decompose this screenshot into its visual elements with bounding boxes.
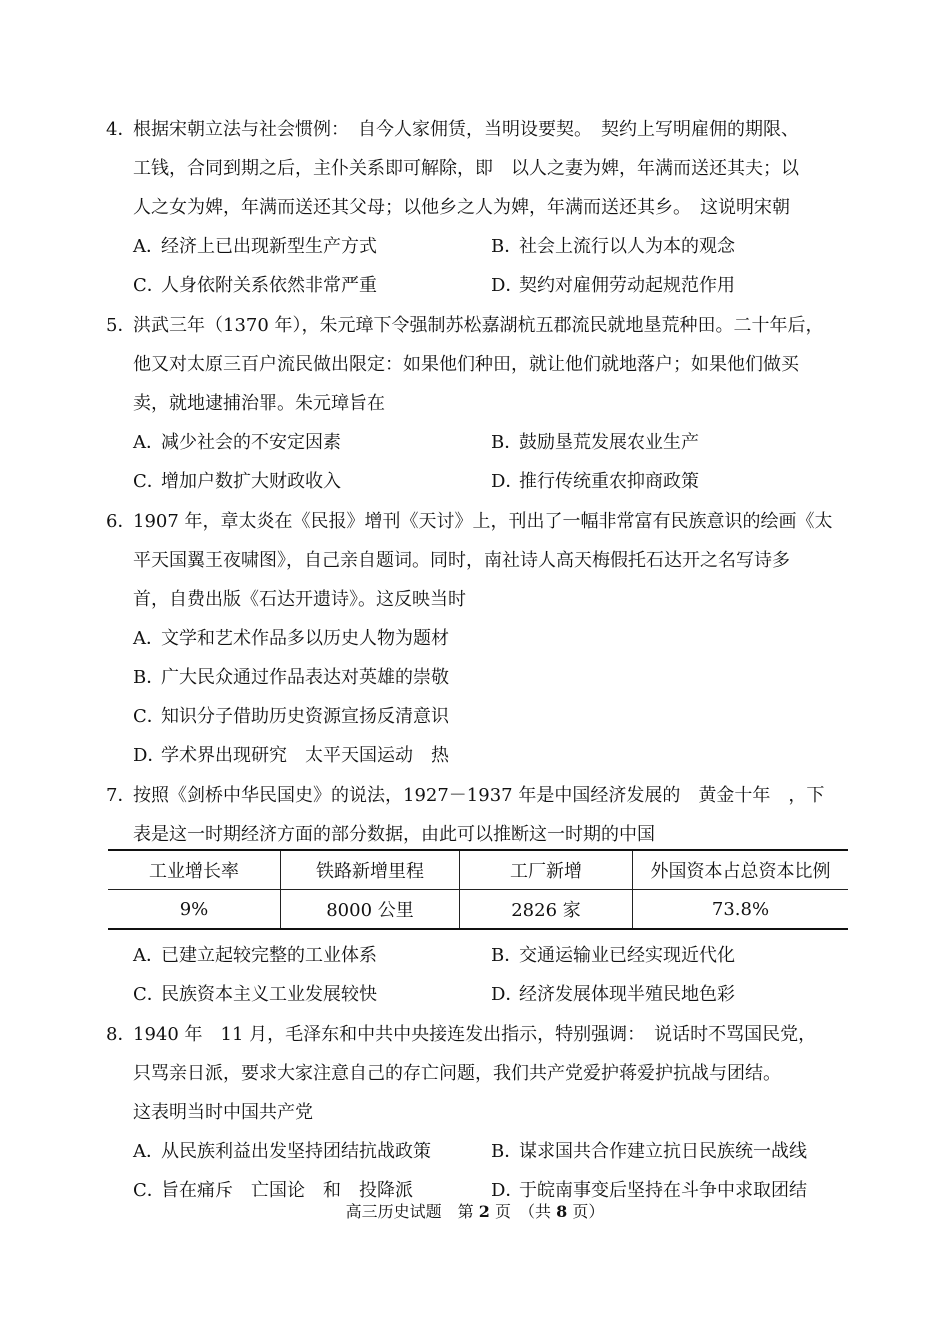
option-b[interactable]: B．鼓励垦荒发展农业生产 (491, 432, 699, 453)
option-row (106, 1132, 848, 1171)
question-stem-line: 4．根据宋朝立法与社会惯例： 自今人家佣赁，当明设要契。 契约上写明雇佣的期限、 (106, 110, 848, 149)
option-b[interactable]: B．谋求国共合作建立抗日民族统一战线 (491, 1141, 807, 1162)
question-number: 8． (106, 1024, 136, 1045)
table-cell: 2826 家 (460, 890, 633, 930)
table-cell: 73.8% (633, 890, 849, 930)
option-b[interactable]: B．广大民众通过作品表达对英雄的崇敬 (133, 667, 449, 688)
option-a[interactable]: A．减少社会的不安定因素 (133, 432, 341, 453)
option-c[interactable]: C．知识分子借助历史资源宣扬反清意识 (133, 706, 449, 727)
question-stem-line: 只骂亲日派，要求大家注意自己的存亡问题，我们共产党爱护蒋爱护抗战与团结。 (133, 1063, 781, 1084)
question-5 (106, 306, 848, 501)
question-7 (106, 776, 848, 854)
option-d[interactable]: D．推行传统重农抑商政策 (491, 471, 699, 492)
table-header-row (108, 850, 848, 890)
question-8 (106, 1015, 848, 1210)
question-stem-line: 表是这一时期经济方面的部分数据，由此可以推断这一时期的中国 (133, 824, 655, 845)
option-a[interactable]: A．文学和艺术作品多以历史人物为题材 (133, 628, 449, 649)
question-stem-line: 人之女为婢，年满而送还其父母；以他乡之人为婢，年满而送还其乡。 这说明宋朝 (133, 197, 790, 218)
option-row (106, 423, 848, 462)
option-c[interactable]: C．人身依附关系依然非常严重 (133, 275, 377, 296)
option-row (106, 227, 848, 266)
question-6 (106, 502, 848, 775)
option-row (106, 462, 848, 501)
table-cell: 8000 公里 (281, 890, 460, 930)
option-row (106, 936, 848, 975)
option-d[interactable]: D．经济发展体现半殖民地色彩 (491, 984, 735, 1005)
question-number: 7． (106, 785, 136, 806)
question-stem-line: 首，自费出版《石达开遗诗》。这反映当时 (133, 589, 466, 610)
page-number: 2 (478, 1202, 490, 1221)
option-row (106, 266, 848, 305)
option-d[interactable]: D．于皖南事变后坚持在斗争中求取团结 (491, 1180, 807, 1201)
table-row (108, 890, 848, 930)
option-d[interactable]: D．契约对雇佣劳动起规范作用 (491, 275, 735, 296)
option-b[interactable]: B．交通运输业已经实现近代化 (491, 945, 735, 966)
table-header-cell: 工厂新增 (460, 850, 633, 890)
question-stem-line: 5．洪武三年（1370 年），朱元璋下令强制苏松嘉湖杭五郡流民就地垦荒种田。二十年后， (106, 306, 848, 345)
table-header-cell: 铁路新增里程 (281, 850, 460, 890)
option-row (106, 975, 848, 1014)
question-4 (106, 110, 848, 305)
table-header-cell: 工业增长率 (108, 850, 281, 890)
question-number: 4． (106, 119, 136, 140)
page-total: 8 (556, 1202, 568, 1221)
table-cell: 9% (108, 890, 281, 930)
option-c[interactable]: C．民族资本主义工业发展较快 (133, 984, 377, 1005)
option-d[interactable]: D．学术界出现研究 太平天国运动 热 (133, 745, 449, 766)
option-a[interactable]: A．已建立起较完整的工业体系 (133, 945, 377, 966)
table-header-cell: 外国资本占总资本比例 (633, 850, 849, 890)
question-stem-line: 这表明当时中国共产党 (133, 1102, 313, 1123)
question-number: 6． (106, 511, 136, 532)
question-stem-line: 工钱，合同到期之后，主仆关系即可解除，即 以人之妻为婢，年满而送还其夫；以 (133, 158, 799, 179)
option-a[interactable]: A．从民族利益出发坚持团结抗战政策 (133, 1141, 431, 1162)
page-footer: 高三历史试题 第 2 页 （共 8 页） (345, 1202, 605, 1221)
question-stem-line: 8．1940 年 11 月，毛泽东和中共中央接连发出指示，特别强调： 说话时不骂国民党， (106, 1015, 848, 1054)
option-b[interactable]: B．社会上流行以人为本的观念 (491, 236, 735, 257)
question-7-options (106, 936, 848, 1014)
question-stem-line: 他又对太原三百户流民做出限定：如果他们种田，就让他们就地落户；如果他们做买 (133, 354, 799, 375)
option-a[interactable]: A．经济上已出现新型生产方式 (133, 236, 377, 257)
question-number: 5． (106, 315, 136, 336)
question-stem-line: 卖，就地逮捕治罪。朱元璋旨在 (133, 393, 385, 414)
question-stem-line: 7．按照《剑桥中华民国史》的说法，1927－1937 年是中国经济发展的 黄金十年 ，下 (106, 776, 848, 815)
question-stem-line: 平天国翼王夜啸图》，自己亲自题词。同时，南社诗人高天梅假托石达开之名写诗多 (133, 550, 790, 571)
option-c[interactable]: C．增加户数扩大财政收入 (133, 471, 341, 492)
option-c[interactable]: C．旨在痛斥 亡国论 和 投降派 (133, 1180, 413, 1201)
economic-data-table (108, 849, 848, 930)
question-stem-line: 6．1907 年，章太炎在《民报》增刊《天讨》上，刊出了一幅非常富有民族意识的绘画《太 (106, 502, 848, 541)
